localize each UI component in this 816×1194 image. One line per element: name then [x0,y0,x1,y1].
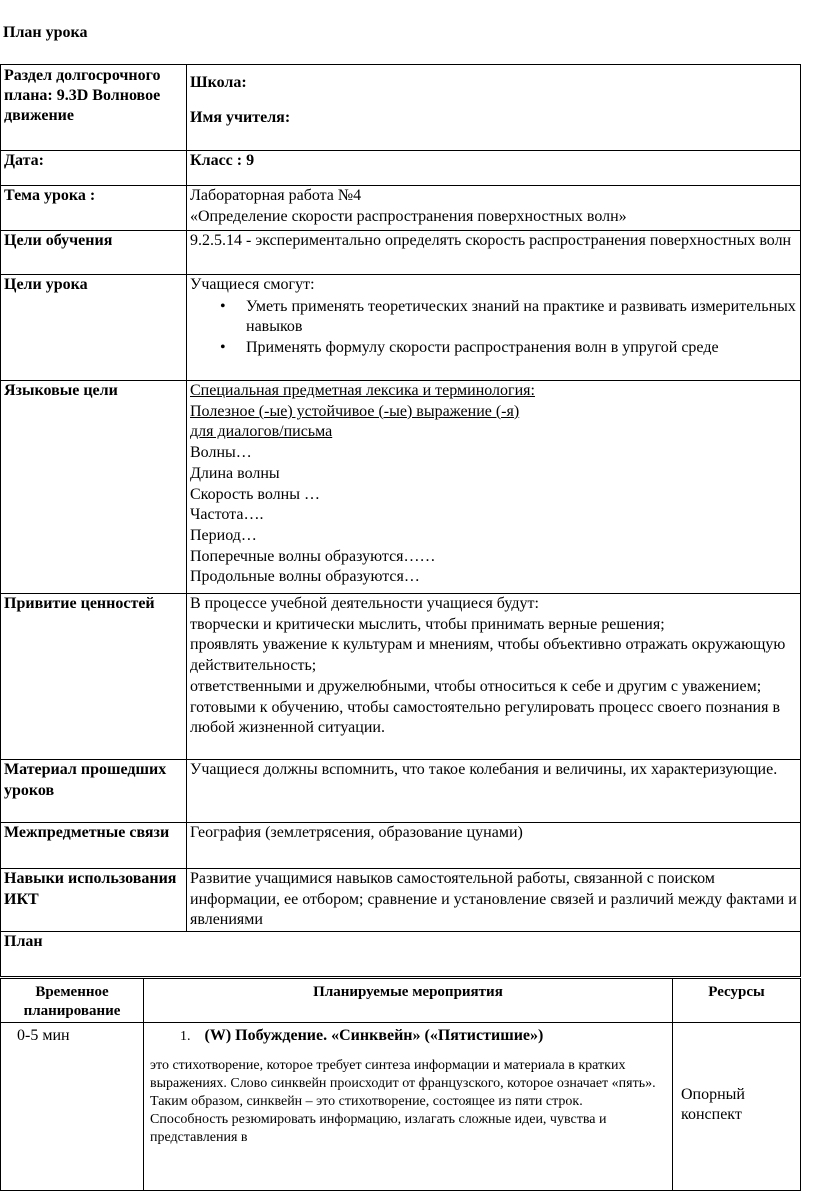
teacher-label: Имя учителя: [190,108,291,126]
language-line: Период… [190,526,257,544]
values-value [187,594,801,760]
values-paragraph: ответственными и дружелюбными, чтобы относиться к себе и другим с уважением; [190,677,762,695]
lesson-goals-value [187,275,801,381]
time-header: Временное планирование [1,979,144,1023]
table-row [1,979,801,1023]
resources-cell: Опорный конспект [673,1023,801,1191]
language-line: Волны… [190,444,252,462]
activity-text: это стихотворение, которое требует синтеза информации и материала в кратких выражениях. Слово синквейн происходит от французского, которое означает «пять». Таким образом, синквейн – это стихотворение, состоящее из пяти строк. Способность резюмировать информацию, излагать сложные идеи, чувства и представления в [150,1058,656,1145]
activity-cell [144,1023,673,1191]
lesson-goals-list [190,297,797,359]
language-line: Полезное (-ые) устойчивое (-ые) выражение (-я) [190,402,520,420]
plan-label: План [1,932,801,977]
table-row [1,823,801,869]
ict-value: Развитие учащимися навыков самостоятельной работы, связанной с поиском информации, ее отбором; сравнение и установление связей и различий между фактами и явлениями [187,869,801,932]
activity-title-line [150,1026,664,1046]
objectives-value: 9.2.5.14 - экспериментально определять скорость распространения поверхностных волн [187,231,801,275]
activities-header: Планируемые мероприятия [144,979,673,1023]
values-paragraph: творчески и критически мыслить, чтобы принимать верные решения; [190,615,665,633]
lesson-goals-intro: Учащиеся смогут: [190,276,315,293]
topic-value [187,186,801,231]
values-paragraph: В процессе учебной деятельности учащиеся будут: [190,595,539,612]
table-row [1,151,801,186]
values-paragraph: готовыми к обучению, чтобы самостоятельно регулировать процесс своего познания в любой жизненной ситуации. [190,698,781,737]
values-paragraph: проявлять уважение к культурам и мнениям, чтобы объективно отражать окружающую действительность; [190,636,786,675]
list-item: • Применять формулу скорости распространения волн в упругой среде [246,338,797,359]
page-title: План урока [3,24,88,41]
list-item: • Уметь применять теоретических знаний на практике и развивать измерительных навыков [246,297,797,338]
school-label: Школа: [190,74,247,91]
table-row [1,381,801,594]
item-number: 1. [180,1029,191,1044]
plan-table [0,978,801,1191]
values-label: Привитие ценностей [1,594,187,760]
topic-line: «Определение скорости распространения поверхностных волн» [190,207,627,225]
language-line: Частота…. [190,506,264,524]
table-row [1,186,801,231]
language-line: Длина волны [190,464,280,482]
language-value [187,381,801,594]
interdisciplinary-value: География (землетрясения, образование цунами) [187,823,801,869]
table-row [1,869,801,932]
language-line: Специальная предметная лексика и терминология: [190,382,535,399]
language-line: Продольные волны образуются… [190,568,420,586]
interdisciplinary-label: Межпредметные связи [1,823,187,869]
prior-material-value: Учащиеся должны вспомнить, что такое колебания и величины, их характеризующие. [187,760,801,823]
table-row [1,65,801,151]
school-teacher-cell [187,65,801,151]
lesson-goals-label: Цели урока [1,275,187,381]
activity-title: (W) Побуждение. «Синквейн» («Пятистишие») [204,1027,544,1044]
table-row [1,760,801,823]
resources-header: Ресурсы [673,979,801,1023]
topic-line: Лабораторная работа №4 [190,187,362,204]
language-line: Скорость волны … [190,485,320,503]
language-label: Языковые цели [1,381,187,594]
language-line: Поперечные волны образуются…… [190,547,436,565]
class-label: Класс : 9 [187,151,801,186]
lesson-info-table [0,64,801,977]
ict-label: Навыки использования ИКТ [1,869,187,932]
table-row [1,231,801,275]
section-label: Раздел долгосрочного плана: 9.3D Волновое движение [1,65,187,151]
topic-label: Тема урока : [1,186,187,231]
date-label: Дата: [1,151,187,186]
prior-material-label: Материал прошедших уроков [1,760,187,823]
table-row [1,594,801,760]
table-row [1,275,801,381]
objectives-label: Цели обучения [1,231,187,275]
table-row [1,932,801,977]
table-row [1,1023,801,1191]
language-line: для диалогов/письма [190,423,333,441]
time-cell: 0-5 мин [1,1023,144,1191]
